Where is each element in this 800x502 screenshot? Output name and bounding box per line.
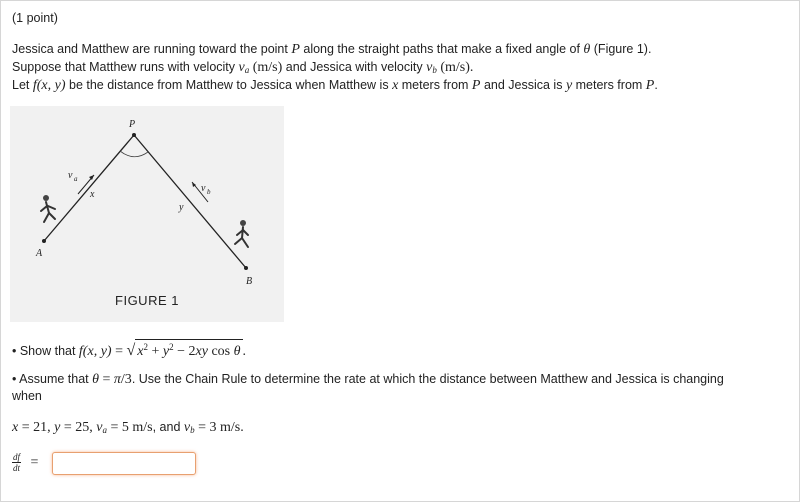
problem-line-1: Jessica and Matthew are running toward the point P along the straight paths that make a fixed angle of θ (Figure 1). [12, 42, 652, 57]
label-vb-sub: b [207, 188, 211, 196]
label-y: y [179, 202, 184, 213]
part2-line-2: when [12, 389, 42, 403]
point-a [42, 239, 46, 243]
figure-caption: FIGURE 1 [115, 293, 179, 308]
answer-input[interactable] [52, 452, 196, 475]
given-values: x = 21, y = 25, $v_a = 5$ m/s, and $v_b = 3$ m/s. [12, 420, 244, 435]
va-arrowhead [89, 175, 94, 180]
runner-jessica-icon [235, 220, 248, 247]
label-x: x [90, 189, 95, 200]
label-p: P [129, 119, 136, 130]
runner-matthew-icon [41, 195, 55, 222]
answer-label: $\frac{df}{dt}$ = [13, 452, 39, 473]
problem-line-3: Let f(x, y) be the distance from Matthew to Jessica when Matthew is x meters from P and Jessica is y meters from P. [12, 78, 658, 93]
problem-line-2: Suppose that Matthew runs with velocity $v_a$ (m/s) and Jessica with velocity $v_b$ (m/s). [12, 60, 474, 75]
label-vb: v [201, 183, 206, 194]
part1-text: • Show that f(x, y) = √ $x^2 + y^2 - 2xy$ cos θ . [12, 339, 246, 360]
point-b [244, 266, 248, 270]
points-label: (1 point) [12, 11, 58, 25]
label-a: A [36, 248, 43, 259]
figure-1 [10, 106, 284, 322]
path-jessica [134, 135, 246, 268]
part2-line-1: • Assume that θ = π/3. Use the Chain Rule to determine the rate at which the distance between Matthew and Jessica is changing [12, 372, 724, 387]
label-va: v [68, 170, 73, 181]
angle-arc [120, 151, 148, 157]
label-b: B [246, 276, 253, 287]
df-dt-fraction: $\frac{df}{dt}$ [13, 452, 21, 473]
label-va-sub: a [74, 175, 78, 183]
figure-diagram [10, 106, 284, 322]
point-p [132, 133, 136, 137]
